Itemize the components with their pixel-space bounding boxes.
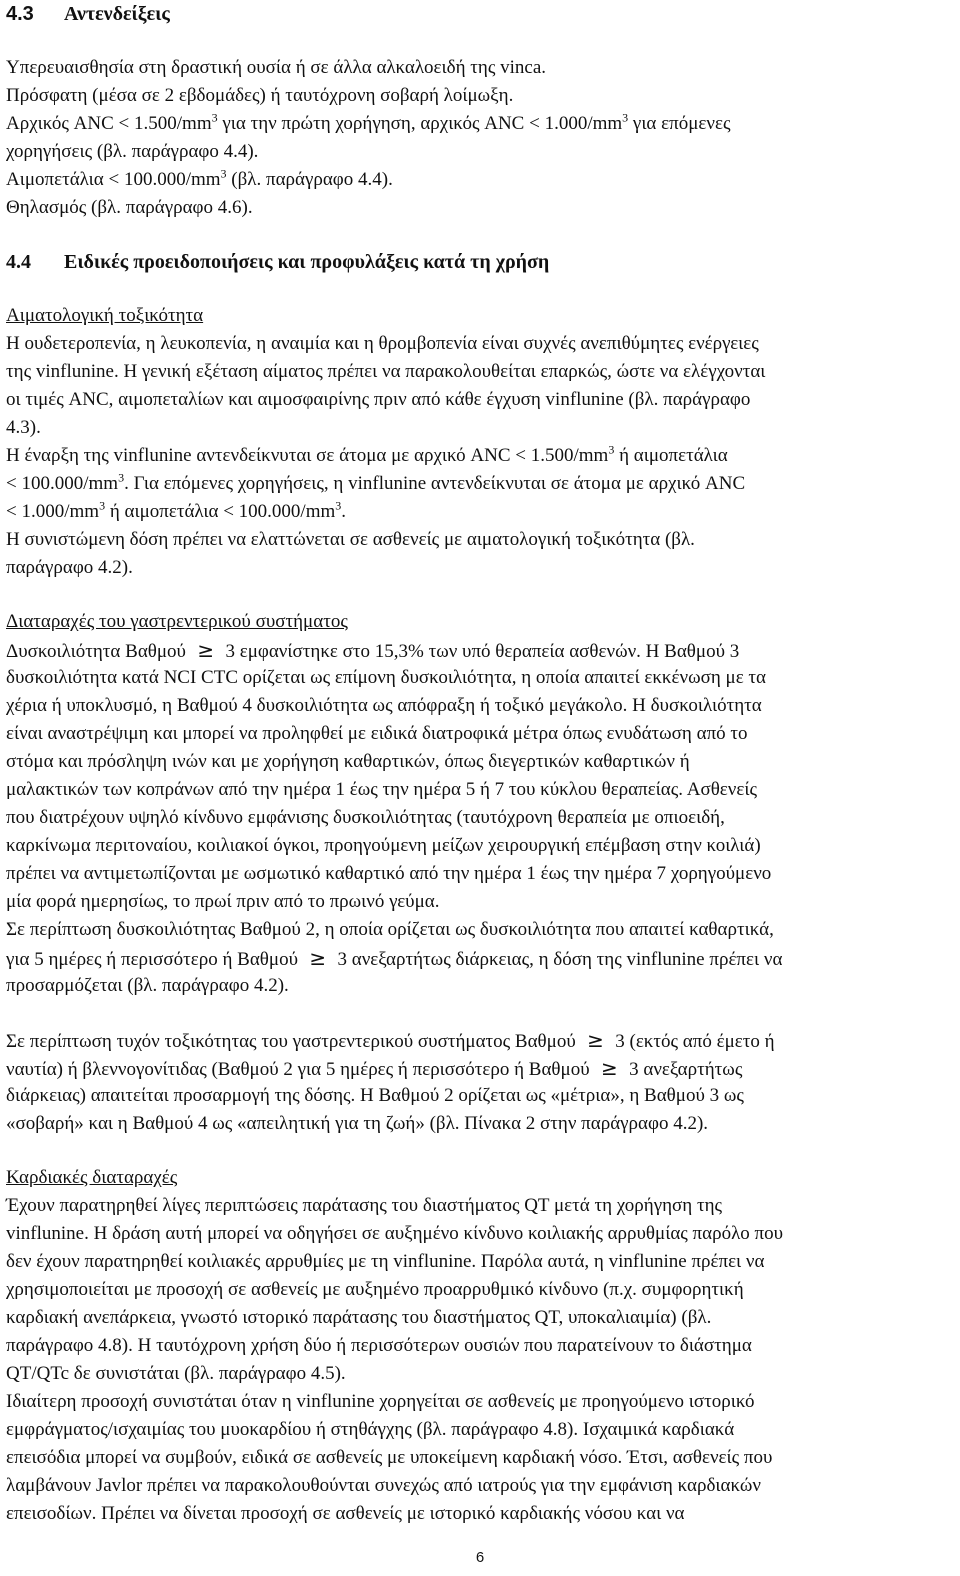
paragraph-line: δυσκοιλιότητα κατά NCI CTC ορίζεται ως επίμονη δυσκοιλιότητα, η οποία απαιτεί εκκένωση με τα	[6, 667, 767, 688]
paragraph-line: χρησιμοποιείται με προσοχή σε ασθενείς με αυξημένο προαρρυθμικό κίνδυνο (π.χ. συμφορητική	[6, 1279, 744, 1300]
hematologic-toxicity-title: Αιματολογική τοξικότητα	[6, 305, 204, 326]
greater-equal-symbol: ≥	[309, 946, 327, 970]
section-4-3-heading: 4.3 Αντενδείξεις	[6, 3, 170, 25]
greater-equal-symbol: ≥	[587, 1028, 604, 1052]
paragraph-line: παράγραφο 4.2).	[6, 557, 133, 578]
paragraph-line: Δυσκοιλιότητα Βαθμού ≥ 3 εμφανίστηκε στο 15,3% των υπό θεραπεία ασθενών. Η Βαθμού 3	[6, 638, 740, 662]
paragraph-line: είναι αναστρέψιμη και μπορεί να προληφθεί με ειδικά διατροφικά μέτρα όπως ενυδάτωση από το	[6, 723, 748, 744]
paragraph-line: χέρια ή υποκλυσμό, η Βαθμού 4 δυσκοιλιότητα ως απόφραξη ή τοξικό μεγάκολο. Η δυσκοιλιότητα	[6, 695, 762, 716]
paragraph-line: «σοβαρή» και η Βαθμού 4 ως «απειλητική για τη ζωή» (βλ. Πίνακα 2 στην παράγραφο 4.2).	[6, 1113, 709, 1134]
paragraph-line: επεισοδίων. Πρέπει να δίνεται προσοχή σε ασθενείς με ιστορικό καρδιακής νόσου και να	[6, 1503, 685, 1524]
paragraph-line: Η συνιστώμενη δόση πρέπει να ελαττώνεται σε ασθενείς με αιματολογική τοξικότητα (βλ.	[6, 529, 695, 550]
paragraph-line: Η ουδετεροπενία, η λευκοπενία, η αναιμία και η θρομβοπενία είναι συχνές ανεπιθύμητες ενέργειες	[6, 333, 759, 354]
paragraph-line: Ιδιαίτερη προσοχή συνιστάται όταν η vinflunine χορηγείται σε ασθενείς με προηγούμενο ιστορικό	[6, 1391, 755, 1412]
paragraph-line: πρέπει να αντιμετωπίζονται με ωσμωτικό καθαρτικό από την ημέρα 1 έως την ημέρα 7 χορηγούμενο	[6, 863, 772, 884]
paragraph-line: παράγραφο 4.8). Η ταυτόχρονη χρήση δύο ή περισσότερων ουσιών που παρατείνουν το διάστημα	[6, 1335, 752, 1356]
greater-equal-symbol: ≥	[600, 1056, 618, 1080]
paragraph-line: ναυτία) ή βλεννογονίτιδας (Βαθμού 2 για 5 ημέρες ή περισσότερο ή Βαθμού ≥ 3 ανεξαρτήτως	[6, 1056, 743, 1080]
paragraph-line: < $100.000/mm^3$. Για επόμενες χορηγήσεις, η vinflunine αντενδείκνυται σε άτομα με αρχικό ANC	[6, 470, 746, 494]
paragraph-line: δεν έχουν παρατηρηθεί κοιλιακές αρρυθμίες με τη vinflunine. Παρόλα αυτά, η vinflunine πρέπει να	[6, 1251, 765, 1272]
paragraph-line: καρκίνωμα περιτοναίου, κοιλιακοί όγκοι, προηγούμενη μείζων χειρουργική επέμβαση στην κοιλιά)	[6, 835, 761, 856]
paragraph-line: καρδιακή ανεπάρκεια, γνωστό ιστορικό παράτασης του διαστήματος QT, υποκαλιαιμία) (βλ.	[6, 1307, 712, 1328]
paragraph-line: Έχουν παρατηρηθεί λίγες περιπτώσεις παράτασης του διαστήματος QT μετά τη χορήγηση της	[6, 1195, 723, 1216]
gastrointestinal-disorders-title: Διαταραχές του γαστρεντερικού συστήματος	[6, 611, 348, 632]
paragraph-line: επεισόδια μπορεί να συμβούν, ειδικά σε ασθενείς με υποκείμενη καρδιακή νόσο. Έτσι, ασθενείς που	[6, 1447, 773, 1468]
contraindication-line: χορηγήσεις (βλ. παράγραφο 4.4).	[6, 141, 259, 162]
paragraph-line: για 5 ημέρες ή περισσότερο ή Βαθμού ≥ 3 ανεξαρτήτως διάρκειας, η δόση της vinflunine πρέπει να	[6, 946, 783, 970]
paragraph-line: που διατρέχουν υψηλό κίνδυνο εμφάνισης δυσκοιλιότητας (ταυτόχρονη θεραπεία με οπιοειδή,	[6, 807, 725, 828]
contraindication-line: Πρόσφατη (μέσα σε 2 εβδομάδες) ή ταυτόχρονη σοβαρή λοίμωξη.	[6, 85, 514, 106]
paragraph-line: 4.3).	[6, 417, 41, 438]
cardiac-disorders-title: Καρδιακές διαταραχές	[6, 1167, 178, 1188]
contraindication-line: Υπερευαισθησία στη δραστική ουσία ή σε άλλα αλκαλοειδή της vinca.	[6, 57, 547, 78]
paragraph-line: διάρκειας) απαιτείται προσαρμογή της δόσης. Η Βαθμού 2 ορίζεται ως «μέτρια», η Βαθμού 3 ως	[6, 1085, 744, 1106]
paragraph-line: οι τιμές ANC, αιμοπεταλίων και αιμοσφαιρίνης πριν από κάθε έγχυση vinflunine (βλ. παράγραφο	[6, 389, 751, 410]
paragraph-line: Σε περίπτωση τυχόν τοξικότητας του γαστρεντερικού συστήματος Βαθμού ≥ 3 (εκτός από έμετο ή	[6, 1028, 775, 1052]
paragraph-line: στόμα και πρόσληψη ινών και με χορήγηση καθαρτικών, όπως διεγερτικών καθαρτικών ή	[6, 751, 690, 772]
section-4-4-heading: 4.4 Ειδικές προειδοποιήσεις και προφυλάξεις κατά τη χρήση	[6, 251, 550, 273]
paragraph-line: μαλακτικών των κοπράνων από την ημέρα 1 έως την ημέρα 5 ή 7 του κύκλου θεραπείας. Ασθενείς	[6, 779, 757, 800]
paragraph-line: εμφράγματος/ισχαιμίας του μυοκαρδίου ή στηθάγχης (βλ. παράγραφο 4.8). Ισχαιμικά καρδιακά	[6, 1419, 735, 1440]
paragraph-line: της vinflunine. Η γενική εξέταση αίματος πρέπει να παρακολουθείται επαρκώς, ώστε να ελέγχονται	[6, 361, 766, 382]
paragraph-line: μία φορά ημερησίως, το πρωί πριν από το πρωινό γεύμα.	[6, 891, 440, 912]
paragraph-line: < $1.000/mm^3$ ή $\alpha\iota\mu o\pi\varepsilon\tau ά\lambda\iota\alpha < 100.000/mm^3$.	[6, 498, 347, 522]
contraindication-line: Θηλασμός (βλ. παράγραφο 4.6).	[6, 197, 253, 218]
contraindication-line: $A\iota\mu o\pi\varepsilon\tau ά\lambda\iota\alpha < 100.000/mm^3$ (βλ. παράγραφο 4.4).	[6, 166, 393, 190]
greater-equal-symbol: ≥	[197, 638, 215, 662]
paragraph-line: vinflunine. Η δράση αυτή μπορεί να οδηγήσει σε αυξημένο κίνδυνο κοιλιακής αρρυθμίας παρόλο που	[6, 1223, 784, 1244]
paragraph-line: Η έναρξη της vinflunine αντενδείκνυται σε άτομα με αρχικό ANC < $1.500/mm^3$ ή αιμοπετάλια	[6, 442, 728, 466]
page-number: 6	[475, 1549, 485, 1566]
paragraph-line: προσαρμόζεται (βλ. παράγραφο 4.2).	[6, 975, 289, 996]
paragraph-line: Σε περίπτωση δυσκοιλιότητας Βαθμού 2, η οποία ορίζεται ως δυσκοιλιότητα που απαιτεί καθαρτικά,	[6, 919, 774, 940]
paragraph-line: QT/QTc δε συνιστάται (βλ. παράγραφο 4.5).	[6, 1363, 346, 1384]
contraindication-line: Αρχικός ANC < $1.500/mm^3$ για την πρώτη χορήγηση, αρχικός ANC < $1.000/mm^3$ για επόμενες	[6, 110, 731, 134]
paragraph-line: λαμβάνουν Javlor πρέπει να παρακολουθούνται συνεχώς από ιατρούς για την εμφάνιση καρδιακών	[6, 1475, 761, 1496]
